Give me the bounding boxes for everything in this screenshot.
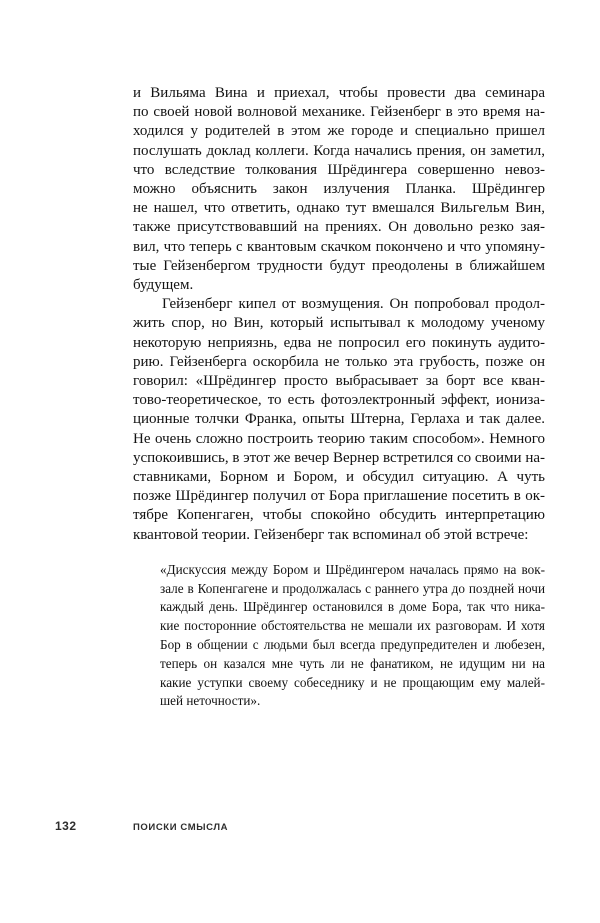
text-line: зале в Копенгагене и продолжалась с раннего утра до поздней ночи (160, 580, 545, 596)
body-paragraph (133, 84, 545, 295)
text-line: тябре Копенгаген, чтобы спокойно обсудить интерпретацию (133, 507, 545, 524)
text-line: послушать доклад коллеги. Когда начались прения, он заметил, (133, 142, 545, 159)
text-line: теперь он казался мне чуть ли не фанатиком, не идущим ни на (160, 655, 545, 671)
text-line: успокоившись, в этот же вечер Вернер встретился со своими на- (133, 449, 545, 466)
text-line: рию. Гейзенберга оскорбила не только эта грубость, позже он (133, 353, 545, 370)
text-line: говорил: «Шрёдингер просто выбрасывает за борт все кван- (133, 373, 545, 390)
block-quote (160, 561, 545, 711)
text-line: каждый день. Шрёдингер остановился в доме Бора, так что ника- (160, 599, 545, 615)
text-line: некоторую неприязнь, едва не попросил его покинуть аудито- (133, 334, 545, 351)
text-line: будущем. (133, 277, 194, 294)
text-line: также присутствовавший на прениях. Он довольно резко зая- (133, 219, 545, 236)
text-line: позже Шрёдингер получил от Бора приглашение посетить в ок- (133, 488, 545, 505)
text-line: Бор в общении с людьми был всегда предупредителен и любезен, (160, 637, 545, 653)
text-line: тово-теоретическое, то есть фотоэлектронный эффект, иониза- (133, 392, 545, 409)
text-line: квантовой теории. Гейзенберг так вспоминал об этой встрече: (133, 526, 529, 543)
text-line: какие уступки своему собеседнику и не прощающим ему малей- (160, 674, 545, 690)
text-line: по своей новой волновой механике. Гейзенберг в это время на- (133, 104, 545, 121)
page-number: 132 (55, 819, 77, 833)
text-line: Не очень сложно построить теорию таким способом». Немного (133, 430, 545, 447)
running-title: ПОИСКИ СМЫСЛА (133, 821, 229, 833)
text-line: жить спор, но Вин, который испытывал к молодому ученому (133, 315, 545, 332)
text-line: Гейзенберг кипел от возмущения. Он попробовал продол- (162, 296, 545, 313)
text-line: не нашел, что ответить, однако тут вмешался Вильгельм Вин, (133, 200, 545, 217)
body-paragraph (133, 295, 545, 545)
page-footer (0, 819, 600, 835)
text-line: кие посторонние обстоятельства не мешали их разговорам. И хотя (160, 618, 545, 634)
text-line: ционные толчки Франка, опыты Штерна, Герлаха и так далее. (133, 411, 545, 428)
text-line: и Вильяма Вина и приехал, чтобы провести два семинара (133, 85, 545, 101)
text-line: вил, что теперь с квантовым скачком покончено и что упомяну- (133, 238, 545, 255)
text-line: шей неточности». (160, 693, 261, 709)
text-line: можно объяснить закон излучения Планка. Шрёдингер (133, 181, 545, 198)
text-line: ставниками, Борном и Бором, и обсудил ситуацию. А чуть (133, 469, 545, 486)
text-line: тые Гейзенбергом трудности будут преодолены в ближайшем (133, 257, 545, 274)
text-block (133, 84, 545, 711)
text-line: «Дискуссия между Бором и Шрёдингером началась прямо на вок- (160, 561, 545, 577)
text-line: что вследствие толкования Шрёдингера совершенно невоз- (133, 161, 545, 178)
text-line: ходился у родителей в этом же городе и специально пришел (133, 123, 545, 140)
